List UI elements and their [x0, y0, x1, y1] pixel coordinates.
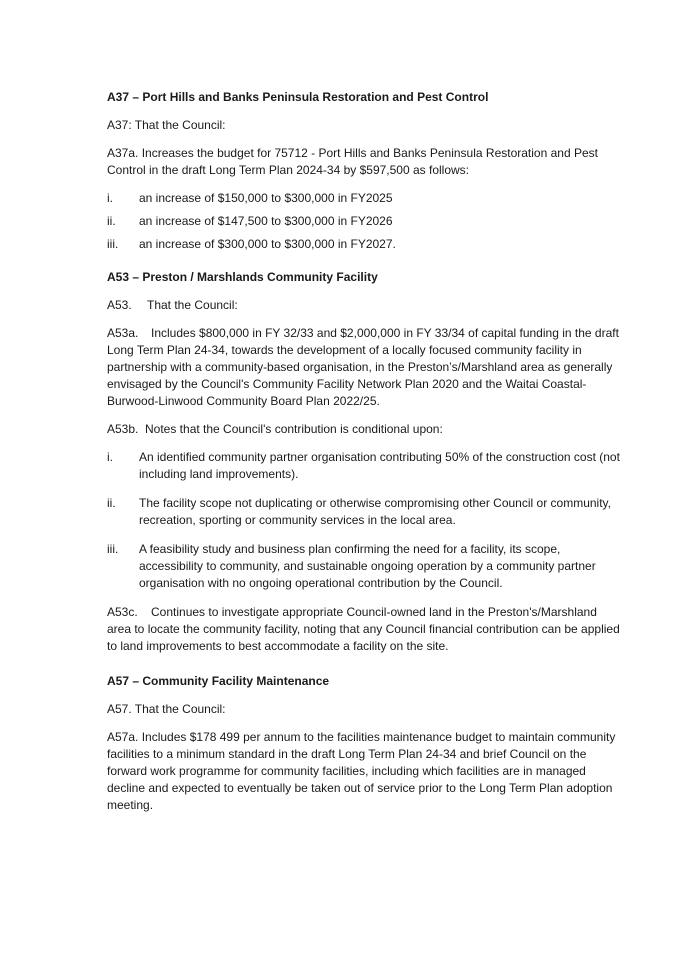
a53-list — [107, 449, 623, 592]
a57a-paragraph: A57a. Includes $178 499 per annum to the facilities maintenance budget to maintain community facilities to a minimum standard in the draft Long Term Plan 24-34 and brief Council on the forward work programme for community facilities, including which facilities are in managed decline and expected to eventually be taken out of service prior to the Long Term Plan adoption meeting. — [107, 730, 616, 812]
clause-text: Continues to investigate appropriate Council-owned land in the Preston's/Marshland area to locate the community facility, noting that any Council financial contribution can be applied to land improvements to best accommodate a facility on the site. — [107, 605, 620, 653]
a37-intro: A37: That the Council: — [107, 118, 226, 132]
section-heading-a37: A37 – Port Hills and Banks Peninsula Restoration and Pest Control — [107, 90, 489, 104]
clause-label: A53a. — [107, 326, 139, 340]
list-item-text: an increase of $150,000 to $300,000 in FY2025 — [139, 191, 393, 205]
clause-label: A53c. — [107, 605, 138, 619]
list-item — [107, 541, 623, 592]
list-item-number: iii. — [107, 237, 119, 251]
section-heading-a53: A53 – Preston / Marshlands Community Facility — [107, 270, 378, 284]
a53b-paragraph — [107, 421, 623, 438]
list-item-number: ii. — [107, 214, 116, 228]
list-item-number: i. — [107, 450, 113, 464]
list-item-text: The facility scope not duplicating or otherwise compromising other Council or community, recreation, sporting or community services in the local area. — [139, 496, 611, 527]
list-item-text: An identified community partner organisation contributing 50% of the construction cost (not including land improvements). — [139, 450, 620, 481]
section-heading-a57: A57 – Community Facility Maintenance — [107, 674, 330, 688]
list-item — [107, 495, 623, 529]
clause-text: Includes $800,000 in FY 32/33 and $2,000,000 in FY 33/34 of capital funding in the draft Long Term Plan 24-34, towards the development of a locally focused community facility in partnership with a community-based organisation, in the Preston’s/Marshland area as generally envisaged by the Council's Community Facility Network Plan 2020 and the Waitai Coastal-Burwood-Linwood Community Board Plan 2022/25. — [107, 326, 619, 408]
list-item-text: an increase of $147,500 to $300,000 in FY2026 — [139, 214, 393, 228]
list-item-number: iii. — [107, 542, 119, 556]
list-item-text: an increase of $300,000 to $300,000 in FY2027. — [139, 237, 396, 251]
clause-label: A53. — [107, 298, 132, 312]
document-page — [107, 89, 623, 825]
a53-intro — [107, 297, 623, 314]
list-item — [107, 213, 623, 230]
list-item-number: i. — [107, 191, 113, 205]
clause-label: A53b. — [107, 422, 139, 436]
a57-intro: A57. That the Council: — [107, 702, 226, 716]
section-a57 — [107, 673, 623, 814]
list-item — [107, 449, 623, 483]
a37-list — [107, 190, 623, 253]
section-a53 — [107, 269, 623, 655]
list-item-number: ii. — [107, 496, 116, 510]
section-a37 — [107, 89, 623, 253]
list-item — [107, 190, 623, 207]
clause-text: Notes that the Council's contribution is conditional upon: — [145, 422, 443, 436]
clause-text: That the Council: — [147, 298, 238, 312]
a53c-paragraph — [107, 604, 623, 655]
a37a-paragraph: A37a. Increases the budget for 75712 - Port Hills and Banks Peninsula Restoration and Pest Control in the draft Long Term Plan 2024-34 by $597,500 as follows: — [107, 146, 598, 177]
list-item-text: A feasibility study and business plan confirming the need for a facility, its scope, accessibility to community, and sustainable ongoing operation by a community partner organisation with no ongoing operational contribution by the Council. — [139, 542, 596, 590]
a53a-paragraph — [107, 325, 623, 410]
list-item — [107, 236, 623, 253]
